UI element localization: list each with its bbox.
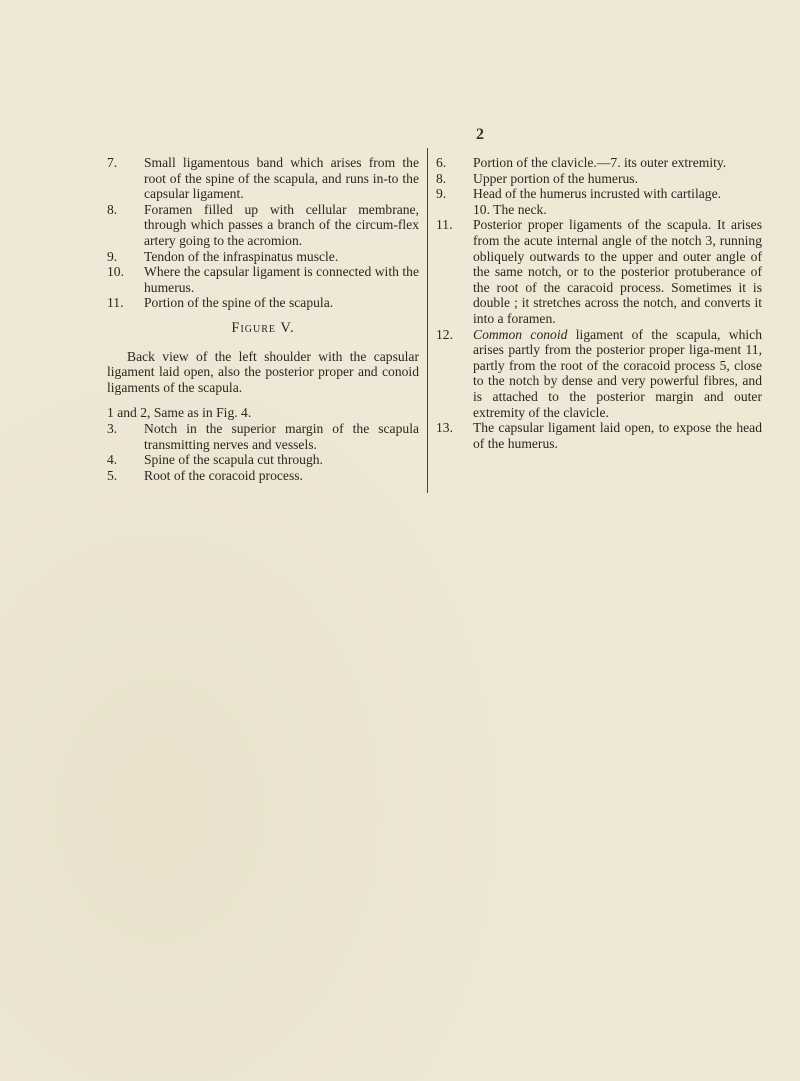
- list-item: [436, 217, 762, 326]
- item-number: 7.: [107, 155, 118, 170]
- item-text: Posterior proper ligaments of the scapula. It arises from the acute internal angle of the notch 3, running obliquely outwards to the upper and outer angle of the same notch, or to the posterior protuberance of the root of the caracoid process. Sometimes it is double ; it stretches across the notch, and converts it into a foramen.: [473, 217, 762, 326]
- item-number: 10.: [107, 264, 124, 280]
- item-number: 12.: [436, 326, 453, 342]
- item-text: Portion of the spine of the scapula.: [144, 295, 334, 311]
- item-number: 9.: [436, 186, 447, 202]
- list-item: [107, 249, 419, 265]
- list-item: [436, 202, 762, 218]
- item-number: 10.: [473, 201, 490, 217]
- item-number: 5.: [107, 467, 118, 483]
- list-item: [107, 155, 419, 202]
- item-text: Tendon of the infraspinatus muscle.: [144, 248, 339, 264]
- item-number: 13.: [436, 420, 453, 436]
- left-column: [107, 155, 419, 483]
- item-number: 11.: [436, 217, 453, 233]
- item-text: Foramen filled up with cellular membrane, through which passes a branch of the circum-flex artery going to the acromion.: [144, 201, 419, 248]
- list-item: [107, 264, 419, 295]
- list-item: [107, 468, 419, 484]
- list-item: [436, 327, 762, 421]
- list-item: [107, 295, 419, 311]
- item-number: 3.: [107, 420, 118, 436]
- list-item: [436, 171, 762, 187]
- item-number: 9.: [107, 248, 118, 264]
- figure-heading: Figure V.: [231, 319, 295, 336]
- figure-description: Back view of the left shoulder with the capsular ligament laid open, also the posterior proper and conoid ligaments of the scapula.: [107, 348, 419, 395]
- item-text: Portion of the clavicle.—7. its outer extremity.: [473, 155, 727, 170]
- item-number: 1 and 2,: [107, 405, 151, 421]
- item-number: 8.: [436, 170, 447, 186]
- item-number: 6.: [436, 155, 447, 170]
- item-text: Same as in Fig. 4.: [153, 405, 252, 421]
- column-divider: [427, 148, 428, 493]
- item-text: Upper portion of the humerus.: [473, 170, 638, 186]
- item-text: Notch in the superior margin of the scapula transmitting nerves and vessels.: [144, 420, 419, 452]
- item-number: 11.: [107, 295, 124, 311]
- item-text: Small ligamentous band which arises from the root of the spine of the scapula, and runs in-to the capsular ligament.: [144, 155, 419, 202]
- item-text: The capsular ligament laid open, to expose the head of the humerus.: [473, 420, 762, 451]
- list-item: [436, 155, 762, 171]
- item-text: ligament of the scapula, which arises partly from the posterior proper liga-ment 11, partly from the root of the coracoid process 5, close to the notch by dense and very powerful fibres, and is attached to the posterior margin and outer extremity of the clavicle.: [473, 326, 762, 420]
- item-text: The neck.: [493, 201, 547, 217]
- list-item: [107, 405, 419, 421]
- item-text: Head of the humerus incrusted with cartilage.: [473, 186, 721, 202]
- item-number: 4.: [107, 452, 118, 468]
- item-italic-term: Common conoid: [473, 326, 568, 342]
- item-text: Root of the coracoid process.: [144, 467, 303, 483]
- list-item: [107, 202, 419, 249]
- item-text: Spine of the scapula cut through.: [144, 452, 323, 468]
- list-item: [107, 452, 419, 468]
- right-column: [436, 155, 762, 451]
- list-item: [107, 421, 419, 452]
- page-number: 2: [476, 126, 484, 143]
- item-number: 8.: [107, 201, 118, 217]
- list-item: [436, 420, 762, 451]
- list-item: [436, 186, 762, 202]
- item-text: Where the capsular ligament is connected with the humerus.: [144, 264, 419, 295]
